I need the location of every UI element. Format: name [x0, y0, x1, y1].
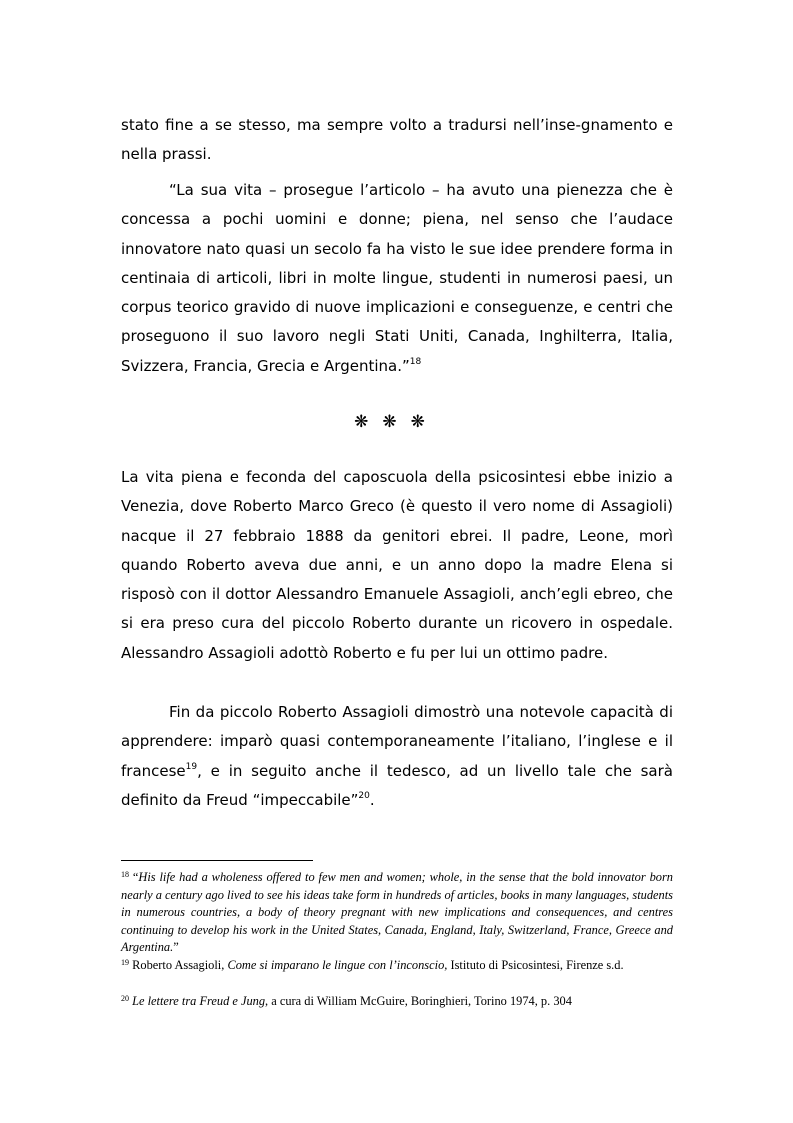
- quote-text: “La sua vita – prosegue l’articolo – ha avuto una pienezza che è concessa a pochi uomini e donne; piena, nel senso che l’audace innovatore nato quasi un secolo fa ha visto le sue idee prendere forma in centinaia di articoli, libri in molte lingue, studenti in numerosi paesi, un corpus teorico gravido di nuove implicazioni e conseguenze, e centri che proseguono il suo lavoro negli Stati Uniti, Canada, Inghilterra, Italia, Svizzera, Francia, Grecia e Argentina.”: [121, 181, 673, 375]
- footnote-ref-18[interactable]: 18: [409, 356, 422, 367]
- paragraph-biography: [121, 463, 673, 668]
- footnote-18: [121, 869, 673, 957]
- footnote-18-number: 18: [121, 870, 129, 879]
- footnote-ref-19[interactable]: 19: [185, 761, 198, 772]
- footnote-19-number: 19: [121, 958, 129, 967]
- footnote-20-title: Le lettere tra Freud e Jung: [132, 994, 266, 1008]
- languages-text-c: .: [369, 790, 375, 809]
- biography-text: La vita piena e feconda del caposcuola della psicosintesi ebbe inizio a Venezia, dove Roberto Marco Greco (è questo il vero nome di Assagioli) nacque il 27 febbraio 1888 da genitori ebrei. Il padre, Leone, morì quando Roberto aveva due anni, e un anno dopo la madre Elena si risposò con il dottor Alessandro Emanuele Assagioli, anch’egli ebreo, che si era preso cura del piccolo Roberto durante un ricovero in ospedale. Alessandro Assagioli adottò Roberto e fu per lui un ottimo padre.: [121, 468, 673, 662]
- footnote-19: [121, 957, 673, 975]
- footnote-18-text: His life had a wholeness offered to few men and women; whole, in the sense that the bold innovator born nearly a century ago lived to see his ideas take form in hundreds of articles, books in many languages, students in numerous countries, a body of theory pregnant with new implications and consequences, and centres continuing to develop his work in the United States, Canada, England, Italy, Switzerland, France, Greece and Argentina.: [121, 870, 673, 955]
- footnote-20: [121, 993, 673, 1011]
- languages-text-a: Fin da piccolo Roberto Assagioli dimostrò una notevole capacità di apprendere: imparò quasi contemporaneamente l’italiano, l’inglese e il francese: [121, 703, 673, 780]
- paragraph-quote: [121, 176, 673, 381]
- footnote-19-author: Roberto Assagioli,: [132, 958, 228, 972]
- footnote-19-rest: Istituto di Psicosintesi, Firenze s.d.: [447, 958, 624, 972]
- paragraph-languages: [121, 698, 673, 815]
- paragraph-continuation-text: stato fine a se stesso, ma sempre volto a tradursi nell’inse-gnamento e nella prassi.: [121, 116, 673, 164]
- footnote-divider: [121, 860, 313, 861]
- section-separator: ❋❋❋: [354, 412, 439, 432]
- paragraph-continuation: [121, 111, 673, 170]
- footnote-18-open-quote: “: [132, 870, 139, 884]
- footnote-20-number: 20: [121, 994, 129, 1003]
- languages-text-b: , e in seguito anche il tedesco, ad un livello tale che sarà definito da Freud “impeccabile”: [121, 761, 673, 809]
- footnote-19-title: Come si imparano le lingue con l’inconscio,: [227, 958, 448, 972]
- footnote-20-rest: , a cura di William McGuire, Boringhieri, Torino 1974, p. 304: [265, 994, 572, 1008]
- footnote-ref-20[interactable]: 20: [358, 790, 370, 801]
- footnote-18-close-quote: ”: [173, 940, 179, 955]
